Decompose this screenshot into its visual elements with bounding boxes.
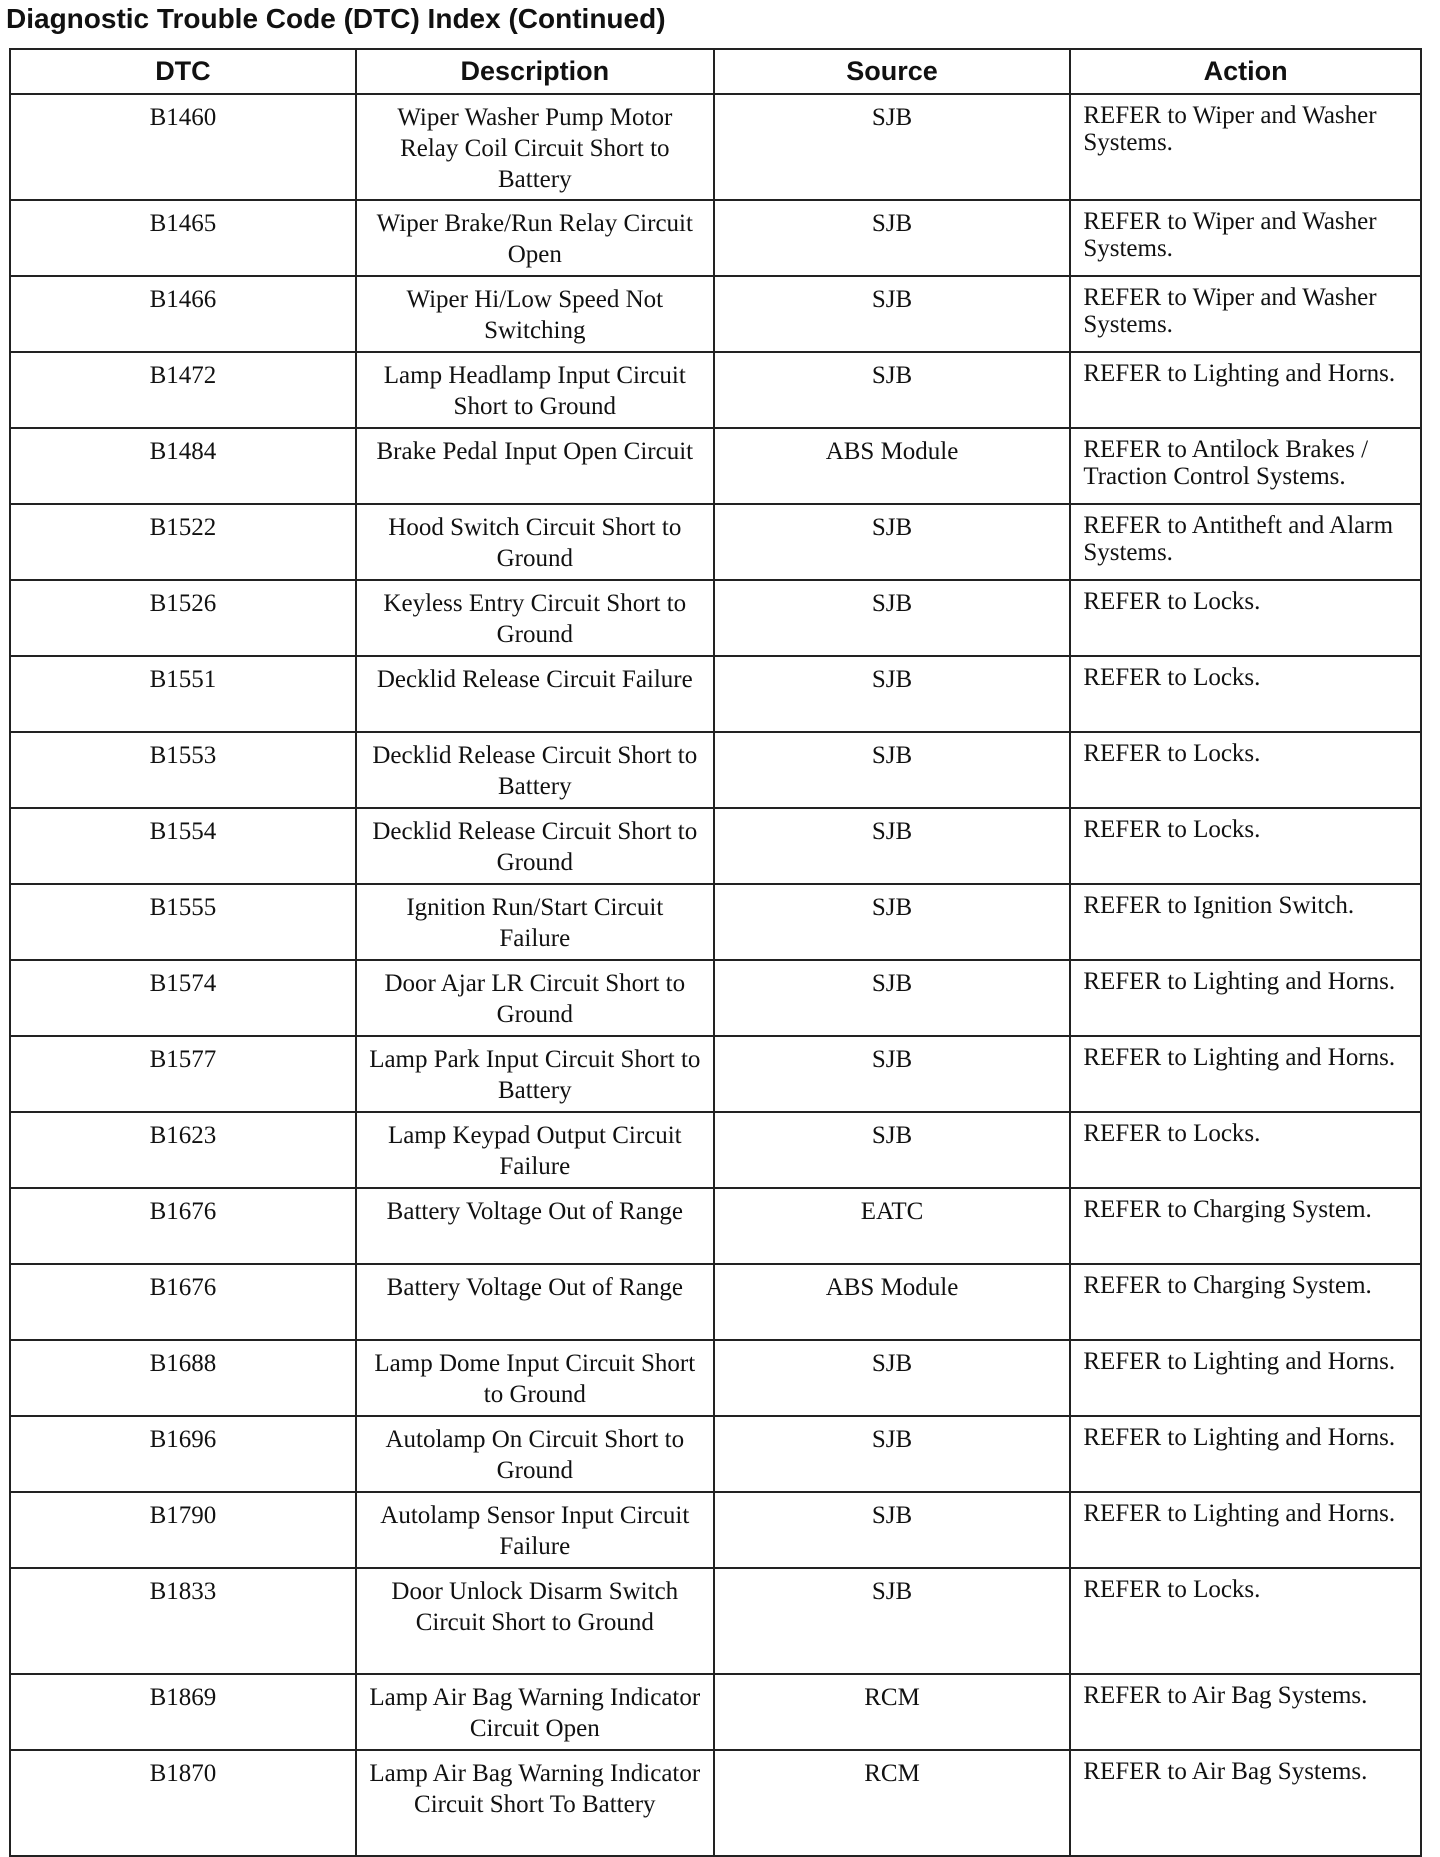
description-cell: Decklid Release Circuit Short to Ground xyxy=(356,808,714,884)
action-cell xyxy=(1070,200,1421,276)
source-cell: SJB xyxy=(714,960,1071,1036)
source-cell: SJB xyxy=(714,1492,1071,1568)
table-row xyxy=(10,1568,1421,1674)
source-cell: SJB xyxy=(714,94,1071,200)
table-row xyxy=(10,276,1421,352)
description-cell: Decklid Release Circuit Failure xyxy=(356,656,714,732)
table-row xyxy=(10,656,1421,732)
action-text: REFER to Charging System. xyxy=(1083,1196,1372,1223)
source-cell: ABS Module xyxy=(714,428,1071,504)
action-cell xyxy=(1070,352,1421,428)
dtc-cell: B1688 xyxy=(10,1340,356,1416)
action-text: REFER to Air Bag Systems. xyxy=(1083,1758,1368,1785)
dtc-cell: B1555 xyxy=(10,884,356,960)
dtc-cell: B1465 xyxy=(10,200,356,276)
description-cell: Autolamp Sensor Input Circuit Failure xyxy=(356,1492,714,1568)
action-cell xyxy=(1070,1750,1421,1856)
action-text: REFER to Lighting and Horns. xyxy=(1083,1044,1396,1071)
action-cell xyxy=(1070,94,1421,200)
source-cell: SJB xyxy=(714,1568,1071,1674)
action-text: REFER to Locks. xyxy=(1083,1576,1261,1603)
action-cell xyxy=(1070,1112,1421,1188)
page-title: Diagnostic Trouble Code (DTC) Index (Continued) xyxy=(6,3,666,34)
source-cell: SJB xyxy=(714,1340,1071,1416)
action-cell xyxy=(1070,960,1421,1036)
dtc-cell: B1522 xyxy=(10,504,356,580)
table-row xyxy=(10,504,1421,580)
action-text: REFER to Antilock Brakes / Traction Control Systems. xyxy=(1083,436,1369,490)
action-text: REFER to Locks. xyxy=(1083,588,1261,615)
dtc-cell: B1790 xyxy=(10,1492,356,1568)
source-cell: SJB xyxy=(714,808,1071,884)
description-cell: Battery Voltage Out of Range xyxy=(356,1188,714,1264)
action-cell xyxy=(1070,1416,1421,1492)
table-row xyxy=(10,1416,1421,1492)
header-source: Source xyxy=(714,49,1071,94)
dtc-cell: B1623 xyxy=(10,1112,356,1188)
table-row xyxy=(10,1112,1421,1188)
action-text: REFER to Lighting and Horns. xyxy=(1083,968,1396,995)
description-cell: Hood Switch Circuit Short to Ground xyxy=(356,504,714,580)
table-row xyxy=(10,428,1421,504)
source-cell: ABS Module xyxy=(714,1264,1071,1340)
action-text: REFER to Lighting and Horns. xyxy=(1083,1500,1396,1527)
dtc-cell: B1460 xyxy=(10,94,356,200)
description-cell: Lamp Headlamp Input Circuit Short to Ground xyxy=(356,352,714,428)
description-cell: Door Unlock Disarm Switch Circuit Short to Ground xyxy=(356,1568,714,1674)
action-text: REFER to Wiper and Washer Systems. xyxy=(1083,284,1377,338)
action-cell xyxy=(1070,504,1421,580)
description-cell: Battery Voltage Out of Range xyxy=(356,1264,714,1340)
table-row xyxy=(10,1340,1421,1416)
table-row xyxy=(10,808,1421,884)
action-text: REFER to Locks. xyxy=(1083,1120,1261,1147)
header-action: Action xyxy=(1070,49,1421,94)
table-row xyxy=(10,1750,1421,1856)
action-text: REFER to Lighting and Horns. xyxy=(1083,1424,1396,1451)
action-cell xyxy=(1070,1188,1421,1264)
source-cell: SJB xyxy=(714,276,1071,352)
dtc-cell: B1676 xyxy=(10,1264,356,1340)
dtc-cell: B1833 xyxy=(10,1568,356,1674)
dtc-cell: B1574 xyxy=(10,960,356,1036)
action-cell xyxy=(1070,276,1421,352)
source-cell: SJB xyxy=(714,732,1071,808)
dtc-cell: B1869 xyxy=(10,1674,356,1750)
action-text: REFER to Antitheft and Alarm Systems. xyxy=(1083,512,1394,566)
table-row xyxy=(10,200,1421,276)
action-cell xyxy=(1070,580,1421,656)
source-cell: RCM xyxy=(714,1750,1071,1856)
action-text: REFER to Wiper and Washer Systems. xyxy=(1083,102,1377,156)
dtc-cell: B1553 xyxy=(10,732,356,808)
description-cell: Brake Pedal Input Open Circuit xyxy=(356,428,714,504)
description-cell: Autolamp On Circuit Short to Ground xyxy=(356,1416,714,1492)
table-row xyxy=(10,960,1421,1036)
dtc-cell: B1472 xyxy=(10,352,356,428)
table-row xyxy=(10,1036,1421,1112)
dtc-cell: B1551 xyxy=(10,656,356,732)
description-cell: Lamp Park Input Circuit Short to Battery xyxy=(356,1036,714,1112)
action-cell xyxy=(1070,1492,1421,1568)
action-cell xyxy=(1070,428,1421,504)
table-row xyxy=(10,1264,1421,1340)
table-row xyxy=(10,884,1421,960)
source-cell: SJB xyxy=(714,580,1071,656)
source-cell: SJB xyxy=(714,884,1071,960)
table-row xyxy=(10,580,1421,656)
action-cell xyxy=(1070,1036,1421,1112)
action-text: REFER to Locks. xyxy=(1083,664,1261,691)
table-header-row xyxy=(10,49,1421,94)
dtc-cell: B1577 xyxy=(10,1036,356,1112)
dtc-cell: B1484 xyxy=(10,428,356,504)
table-row xyxy=(10,94,1421,200)
source-cell: SJB xyxy=(714,200,1071,276)
source-cell: RCM xyxy=(714,1674,1071,1750)
action-text: REFER to Lighting and Horns. xyxy=(1083,360,1396,387)
action-text: REFER to Lighting and Horns. xyxy=(1083,1348,1396,1375)
action-cell xyxy=(1070,1568,1421,1674)
table-row xyxy=(10,1674,1421,1750)
action-cell xyxy=(1070,732,1421,808)
dtc-cell: B1676 xyxy=(10,1188,356,1264)
dtc-cell: B1554 xyxy=(10,808,356,884)
table-row xyxy=(10,1188,1421,1264)
description-cell: Decklid Release Circuit Short to Battery xyxy=(356,732,714,808)
dtc-table xyxy=(9,48,1422,1857)
description-cell: Keyless Entry Circuit Short to Ground xyxy=(356,580,714,656)
source-cell: SJB xyxy=(714,352,1071,428)
description-cell: Lamp Air Bag Warning Indicator Circuit Short To Battery xyxy=(356,1750,714,1856)
description-cell: Lamp Dome Input Circuit Short to Ground xyxy=(356,1340,714,1416)
action-text: REFER to Ignition Switch. xyxy=(1083,892,1355,919)
description-cell: Wiper Brake/Run Relay Circuit Open xyxy=(356,200,714,276)
action-cell xyxy=(1070,656,1421,732)
table-row xyxy=(10,1492,1421,1568)
dtc-cell: B1870 xyxy=(10,1750,356,1856)
action-cell xyxy=(1070,1264,1421,1340)
action-text: REFER to Locks. xyxy=(1083,816,1261,843)
description-cell: Lamp Keypad Output Circuit Failure xyxy=(356,1112,714,1188)
action-text: REFER to Charging System. xyxy=(1083,1272,1372,1299)
source-cell: SJB xyxy=(714,1036,1071,1112)
table-row xyxy=(10,352,1421,428)
table-row xyxy=(10,732,1421,808)
source-cell: SJB xyxy=(714,1416,1071,1492)
action-cell xyxy=(1070,1674,1421,1750)
source-cell: SJB xyxy=(714,504,1071,580)
source-cell: EATC xyxy=(714,1188,1071,1264)
table-body xyxy=(10,94,1421,1856)
description-cell: Door Ajar LR Circuit Short to Ground xyxy=(356,960,714,1036)
action-cell xyxy=(1070,808,1421,884)
description-cell: Lamp Air Bag Warning Indicator Circuit Open xyxy=(356,1674,714,1750)
action-text: REFER to Air Bag Systems. xyxy=(1083,1682,1368,1709)
description-cell: Wiper Washer Pump Motor Relay Coil Circuit Short to Battery xyxy=(356,94,714,200)
source-cell: SJB xyxy=(714,1112,1071,1188)
description-cell: Wiper Hi/Low Speed Not Switching xyxy=(356,276,714,352)
action-cell xyxy=(1070,1340,1421,1416)
header-description: Description xyxy=(356,49,714,94)
action-text: REFER to Wiper and Washer Systems. xyxy=(1083,208,1377,262)
dtc-cell: B1466 xyxy=(10,276,356,352)
dtc-cell: B1696 xyxy=(10,1416,356,1492)
description-cell: Ignition Run/Start Circuit Failure xyxy=(356,884,714,960)
action-text: REFER to Locks. xyxy=(1083,740,1261,767)
action-cell xyxy=(1070,884,1421,960)
dtc-cell: B1526 xyxy=(10,580,356,656)
source-cell: SJB xyxy=(714,656,1071,732)
header-dtc: DTC xyxy=(10,49,356,94)
